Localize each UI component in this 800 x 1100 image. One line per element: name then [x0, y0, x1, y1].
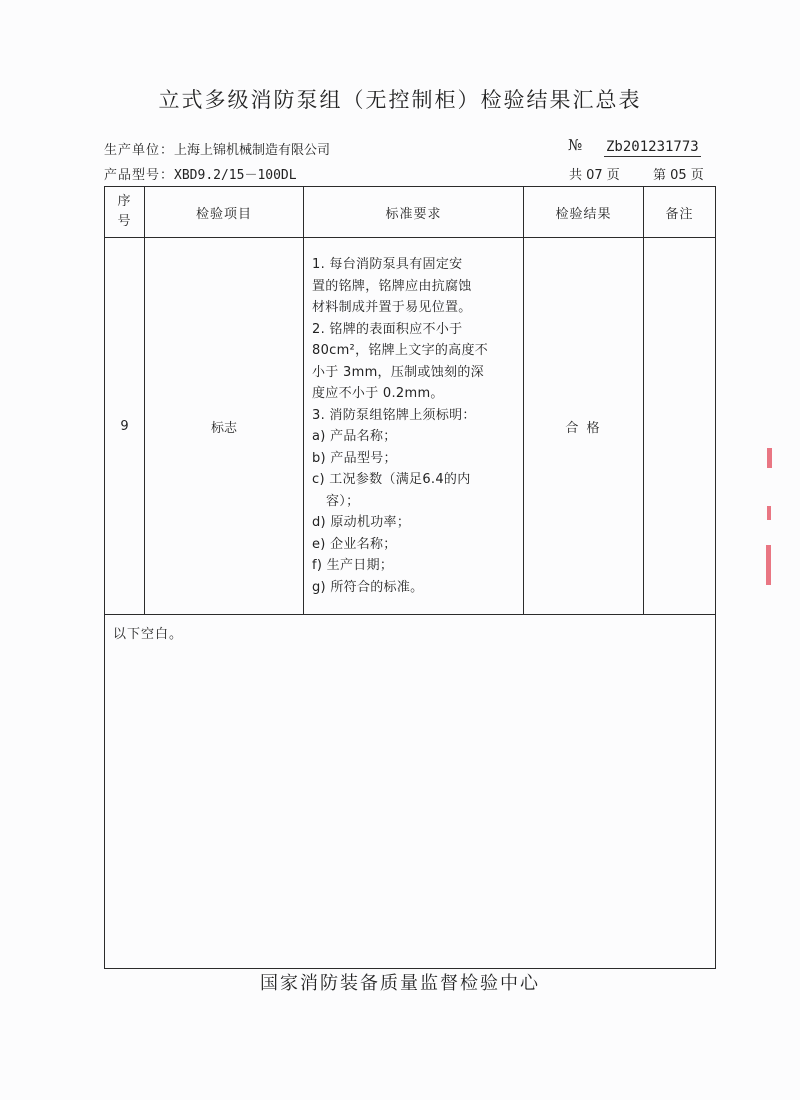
report-number-symbol: № — [568, 136, 583, 154]
requirement-line: 3. 消防泵组铭牌上须标明： — [312, 407, 476, 423]
blank-row — [105, 615, 716, 969]
stamp-edge-mark — [767, 448, 772, 468]
requirement-line: b) 产品型号； — [312, 450, 397, 466]
manufacturer-line — [104, 139, 330, 158]
table-row — [105, 238, 716, 615]
row-remark — [644, 238, 716, 615]
stamp-edge-mark — [767, 506, 771, 520]
model-line — [104, 164, 297, 183]
total-pages: 共 07 页 — [569, 168, 620, 183]
header-seq — [105, 187, 145, 238]
requirement-line: 容）； — [326, 493, 360, 509]
row-requirements — [304, 238, 524, 615]
requirement-line: 1. 每台消防泵具有固定安 — [312, 257, 463, 272]
requirement-line: d) 原动机功率； — [312, 515, 411, 530]
current-page: 第 05 页 — [653, 168, 704, 183]
header-remark: 备注 — [644, 187, 716, 238]
document-title: 立式多级消防泵组（无控制柜）检验结果汇总表 — [158, 88, 642, 112]
model-value: XBD9.2/15－100DL — [174, 168, 297, 183]
model-label: 产品型号： — [104, 168, 175, 183]
requirement-line: 置的铭牌，铭牌应由抗腐蚀 — [312, 278, 472, 294]
header-standard: 标准要求 — [304, 187, 524, 238]
requirement-line: g) 所符合的标准。 — [312, 579, 424, 595]
header-seq-line-2: 号 — [117, 214, 132, 229]
footer-organization: 国家消防装备质量监督检验中心 — [260, 973, 540, 994]
manufacturer-label: 生产单位： — [104, 143, 175, 158]
row-seq: 9 — [105, 238, 145, 615]
blank-note: 以下空白。 — [105, 615, 716, 969]
requirement-line: f) 生产日期； — [312, 558, 394, 573]
requirement-line: 80cm²，铭牌上文字的高度不 — [312, 343, 489, 358]
header-item: 检验项目 — [145, 187, 304, 238]
row-result: 合 格 — [524, 238, 644, 615]
requirement-line: a) 产品名称； — [312, 429, 397, 444]
manufacturer-value: 上海上锦机械制造有限公司 — [174, 143, 331, 158]
table-header-row — [105, 187, 716, 238]
requirement-line: c) 工况参数（满足6.4的内 — [312, 472, 471, 487]
requirement-line: 2. 铭牌的表面积应不小于 — [312, 321, 463, 337]
inspection-results-table — [104, 186, 716, 969]
header-seq-line-1: 序 — [117, 194, 132, 209]
row-item: 标志 — [145, 238, 304, 615]
requirement-line: 小于 3mm，压制或蚀刻的深 — [312, 364, 484, 380]
stamp-edge-mark — [766, 545, 771, 585]
requirement-line: 度应不小于 0.2mm。 — [312, 386, 444, 401]
report-number: Zb201231773 — [606, 139, 699, 155]
requirement-line: e) 企业名称； — [312, 536, 397, 552]
header-result: 检验结果 — [524, 187, 644, 238]
requirement-line: 材料制成并置于易见位置。 — [312, 300, 472, 315]
